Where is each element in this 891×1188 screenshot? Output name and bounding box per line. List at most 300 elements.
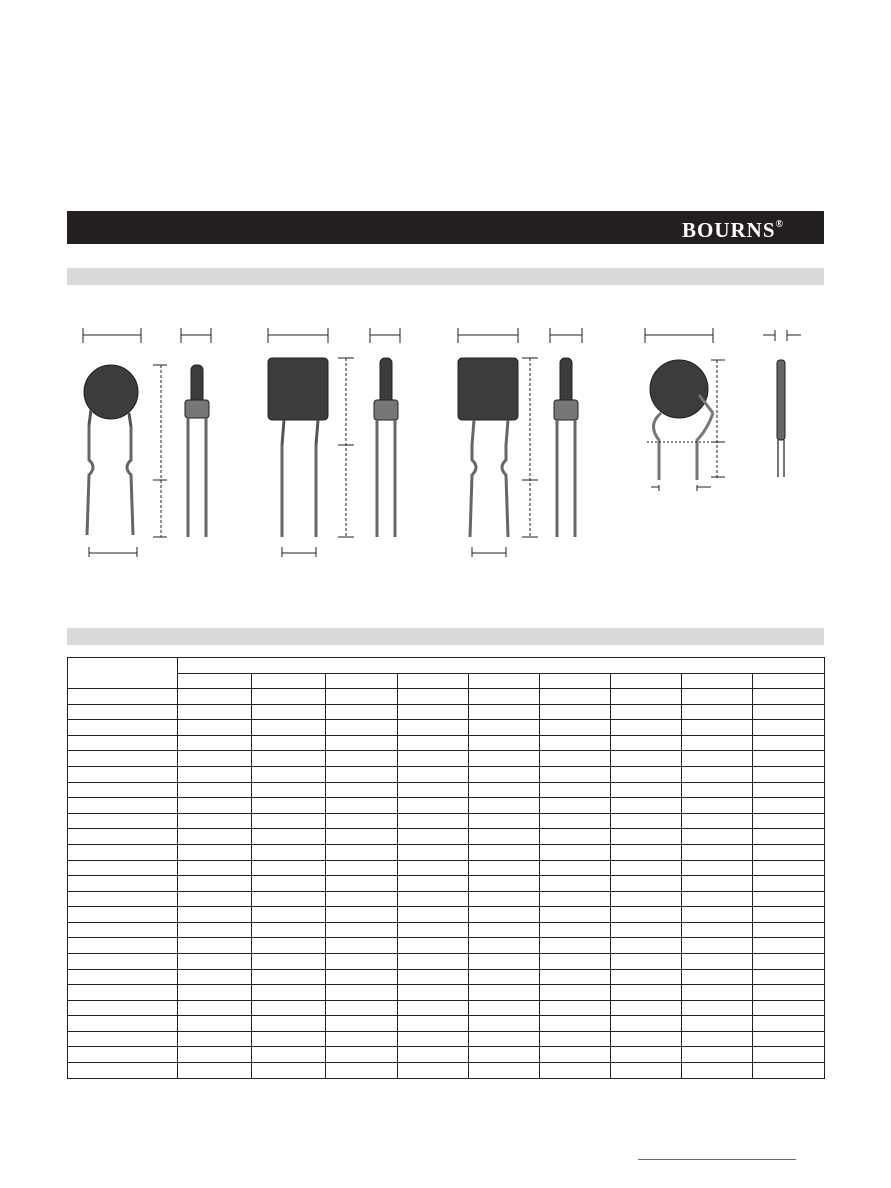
table-cell xyxy=(252,1031,326,1047)
table-cell xyxy=(326,689,398,705)
table-cell xyxy=(469,798,540,814)
table-cell xyxy=(326,1016,398,1032)
table-cell xyxy=(178,922,252,938)
table-cell xyxy=(68,1047,178,1063)
table-cell xyxy=(252,1000,326,1016)
table-cell xyxy=(469,704,540,720)
table-cell xyxy=(68,767,178,783)
table-cell xyxy=(398,1031,469,1047)
table-cell xyxy=(178,829,252,845)
table-cell xyxy=(326,735,398,751)
table-row xyxy=(68,876,825,892)
table-cell xyxy=(753,969,825,985)
table-cell xyxy=(178,953,252,969)
table-cell xyxy=(611,953,682,969)
table-row xyxy=(68,1031,825,1047)
table-cell xyxy=(398,1047,469,1063)
table-cell xyxy=(682,704,753,720)
table-cell xyxy=(326,891,398,907)
table-cell xyxy=(611,1047,682,1063)
table-cell xyxy=(540,798,611,814)
table-cell xyxy=(469,735,540,751)
table-subheader-cell xyxy=(540,673,611,689)
table-cell xyxy=(252,891,326,907)
table-cell xyxy=(540,704,611,720)
table-cell xyxy=(252,813,326,829)
table-subheader-row xyxy=(68,673,825,689)
table-cell xyxy=(178,985,252,1001)
spec-table-body xyxy=(68,658,825,1079)
table-cell xyxy=(68,985,178,1001)
table-row xyxy=(68,953,825,969)
table-cell xyxy=(68,798,178,814)
table-cell xyxy=(540,1000,611,1016)
table-cell xyxy=(540,813,611,829)
table-cell xyxy=(540,891,611,907)
table-cell xyxy=(68,751,178,767)
table-cell xyxy=(611,844,682,860)
table-cell xyxy=(753,891,825,907)
table-cell xyxy=(68,938,178,954)
table-row xyxy=(68,922,825,938)
table-cell xyxy=(611,1000,682,1016)
table-cell xyxy=(682,798,753,814)
table-cell xyxy=(68,922,178,938)
table-cell xyxy=(326,813,398,829)
table-cell xyxy=(753,813,825,829)
table-cell xyxy=(326,938,398,954)
table-header-row xyxy=(68,658,825,674)
table-cell xyxy=(398,1000,469,1016)
table-cell xyxy=(682,751,753,767)
table-cell xyxy=(252,1063,326,1079)
table-cell xyxy=(682,689,753,705)
table-subheader-cell xyxy=(178,673,252,689)
table-cell xyxy=(252,782,326,798)
table-cell xyxy=(611,751,682,767)
table-cell xyxy=(469,829,540,845)
table-cell xyxy=(398,751,469,767)
table-cell xyxy=(682,985,753,1001)
table-cell xyxy=(326,720,398,736)
table-cell xyxy=(469,860,540,876)
table-cell xyxy=(178,767,252,783)
table-row xyxy=(68,720,825,736)
table-cell xyxy=(68,704,178,720)
table-cell xyxy=(178,860,252,876)
table-cell xyxy=(178,720,252,736)
table-cell xyxy=(398,891,469,907)
table-row xyxy=(68,985,825,1001)
table-cell xyxy=(753,767,825,783)
table-cell xyxy=(398,689,469,705)
table-cell xyxy=(178,735,252,751)
table-cell xyxy=(682,938,753,954)
table-cell xyxy=(469,876,540,892)
table-cell xyxy=(682,813,753,829)
drawing-square-straight-leads xyxy=(262,325,412,565)
table-cell xyxy=(68,1016,178,1032)
table-cell xyxy=(68,720,178,736)
table-cell xyxy=(178,969,252,985)
spec-table xyxy=(67,657,825,1079)
table-row xyxy=(68,751,825,767)
table-cell xyxy=(252,922,326,938)
table-cell xyxy=(68,1000,178,1016)
table-cell xyxy=(178,751,252,767)
table-cell xyxy=(252,844,326,860)
table-cell xyxy=(252,907,326,923)
table-cell xyxy=(68,953,178,969)
table-cell xyxy=(469,813,540,829)
table-row xyxy=(68,829,825,845)
table-cell xyxy=(469,922,540,938)
table-cell xyxy=(682,782,753,798)
table-cell xyxy=(326,751,398,767)
table-cell xyxy=(68,735,178,751)
table-cell xyxy=(398,876,469,892)
table-cell xyxy=(611,735,682,751)
table-cell xyxy=(682,969,753,985)
table-subheader-cell xyxy=(398,673,469,689)
table-subheader-cell xyxy=(326,673,398,689)
table-cell xyxy=(682,891,753,907)
table-cell xyxy=(469,720,540,736)
table-cell xyxy=(611,876,682,892)
table-row xyxy=(68,844,825,860)
table-cell xyxy=(540,860,611,876)
table-cell xyxy=(753,953,825,969)
table-cell xyxy=(252,860,326,876)
table-cell xyxy=(469,891,540,907)
table-cell xyxy=(326,767,398,783)
table-cell xyxy=(178,1016,252,1032)
brand-name: BOURNS xyxy=(681,218,776,242)
table-cell xyxy=(178,1031,252,1047)
table-cell xyxy=(682,953,753,969)
table-cell xyxy=(753,1016,825,1032)
table-cell xyxy=(252,1016,326,1032)
table-cell xyxy=(611,860,682,876)
table-cell xyxy=(540,907,611,923)
table-cell xyxy=(611,922,682,938)
table-cell xyxy=(68,860,178,876)
table-cell xyxy=(326,1063,398,1079)
table-cell xyxy=(682,844,753,860)
section-bar-dimensions xyxy=(67,268,824,285)
table-cell xyxy=(753,938,825,954)
table-cell xyxy=(398,860,469,876)
table-cell xyxy=(682,1000,753,1016)
table-cell xyxy=(540,735,611,751)
table-row xyxy=(68,813,825,829)
table-cell xyxy=(398,767,469,783)
table-cell xyxy=(611,829,682,845)
table-cell xyxy=(540,767,611,783)
table-cell xyxy=(469,767,540,783)
table-cell xyxy=(252,1047,326,1063)
table-cell xyxy=(326,969,398,985)
header-bar xyxy=(67,211,824,244)
drawing-square-kinked-leads xyxy=(452,325,602,565)
table-cell xyxy=(611,907,682,923)
table-cell xyxy=(753,922,825,938)
table-cell xyxy=(398,938,469,954)
table-cell xyxy=(252,829,326,845)
table-cell xyxy=(682,720,753,736)
table-cell xyxy=(252,689,326,705)
table-header-label-cell xyxy=(68,658,178,689)
table-cell xyxy=(326,1031,398,1047)
table-cell xyxy=(398,953,469,969)
table-cell xyxy=(469,1016,540,1032)
table-cell xyxy=(469,1063,540,1079)
table-cell xyxy=(611,704,682,720)
table-row xyxy=(68,767,825,783)
table-cell xyxy=(611,985,682,1001)
table-row xyxy=(68,907,825,923)
table-cell xyxy=(469,969,540,985)
drawing-disc-kinked-leads xyxy=(75,325,225,565)
table-cell xyxy=(753,720,825,736)
table-cell xyxy=(469,985,540,1001)
table-cell xyxy=(326,829,398,845)
table-cell xyxy=(398,813,469,829)
table-cell xyxy=(252,798,326,814)
table-cell xyxy=(398,829,469,845)
table-cell xyxy=(611,767,682,783)
table-cell xyxy=(252,704,326,720)
table-row xyxy=(68,1063,825,1079)
table-cell xyxy=(540,938,611,954)
table-cell xyxy=(753,1063,825,1079)
table-cell xyxy=(68,1063,178,1079)
table-cell xyxy=(611,1016,682,1032)
table-cell xyxy=(326,907,398,923)
table-cell xyxy=(252,751,326,767)
table-cell xyxy=(398,1063,469,1079)
table-cell xyxy=(540,953,611,969)
table-cell xyxy=(753,751,825,767)
table-cell xyxy=(540,1031,611,1047)
table-cell xyxy=(178,782,252,798)
table-cell xyxy=(68,829,178,845)
table-cell xyxy=(252,876,326,892)
table-row xyxy=(68,891,825,907)
table-cell xyxy=(753,735,825,751)
table-cell xyxy=(398,735,469,751)
table-cell xyxy=(753,907,825,923)
table-cell xyxy=(469,844,540,860)
table-cell xyxy=(682,860,753,876)
table-cell xyxy=(326,798,398,814)
table-subheader-cell xyxy=(611,673,682,689)
table-cell xyxy=(469,689,540,705)
table-cell xyxy=(398,922,469,938)
table-cell xyxy=(252,969,326,985)
table-cell xyxy=(178,844,252,860)
table-row xyxy=(68,1000,825,1016)
table-cell xyxy=(682,1031,753,1047)
table-cell xyxy=(682,767,753,783)
table-cell xyxy=(469,1047,540,1063)
table-cell xyxy=(753,1047,825,1063)
table-cell xyxy=(252,735,326,751)
table-cell xyxy=(326,1047,398,1063)
table-cell xyxy=(753,1031,825,1047)
table-cell xyxy=(753,782,825,798)
table-cell xyxy=(682,735,753,751)
table-cell xyxy=(398,704,469,720)
table-cell xyxy=(326,922,398,938)
table-row xyxy=(68,689,825,705)
table-cell xyxy=(252,767,326,783)
table-row xyxy=(68,735,825,751)
table-cell xyxy=(326,844,398,860)
table-cell xyxy=(178,1000,252,1016)
table-cell xyxy=(398,720,469,736)
table-cell xyxy=(68,876,178,892)
table-cell xyxy=(611,689,682,705)
table-cell xyxy=(753,876,825,892)
table-cell xyxy=(252,985,326,1001)
table-subheader-cell xyxy=(469,673,540,689)
table-cell xyxy=(682,829,753,845)
table-cell xyxy=(469,1000,540,1016)
table-cell xyxy=(252,953,326,969)
table-cell xyxy=(178,1047,252,1063)
table-cell xyxy=(178,907,252,923)
table-cell xyxy=(611,720,682,736)
table-subheader-cell xyxy=(682,673,753,689)
table-cell xyxy=(753,704,825,720)
table-cell xyxy=(540,689,611,705)
table-cell xyxy=(68,969,178,985)
table-row xyxy=(68,704,825,720)
table-cell xyxy=(68,907,178,923)
table-cell xyxy=(611,938,682,954)
table-cell xyxy=(326,860,398,876)
table-cell xyxy=(178,891,252,907)
table-cell xyxy=(68,782,178,798)
table-cell xyxy=(178,876,252,892)
table-cell xyxy=(178,813,252,829)
table-cell xyxy=(611,969,682,985)
table-row xyxy=(68,1016,825,1032)
table-cell xyxy=(178,689,252,705)
table-header-group-cell xyxy=(178,658,825,674)
table-cell xyxy=(398,782,469,798)
table-cell xyxy=(326,985,398,1001)
table-cell xyxy=(540,1063,611,1079)
table-cell xyxy=(682,1063,753,1079)
table-cell xyxy=(540,782,611,798)
table-row xyxy=(68,860,825,876)
table-cell xyxy=(753,689,825,705)
table-cell xyxy=(611,1031,682,1047)
table-cell xyxy=(611,891,682,907)
table-cell xyxy=(682,922,753,938)
table-cell xyxy=(398,969,469,985)
registered-mark: ® xyxy=(775,219,784,230)
table-cell xyxy=(398,798,469,814)
table-cell xyxy=(611,798,682,814)
bourns-logo xyxy=(682,216,784,241)
table-cell xyxy=(682,876,753,892)
section-bar-specifications xyxy=(67,628,824,645)
table-cell xyxy=(326,876,398,892)
table-cell xyxy=(68,891,178,907)
table-cell xyxy=(753,860,825,876)
table-row xyxy=(68,782,825,798)
table-cell xyxy=(753,798,825,814)
table-cell xyxy=(326,704,398,720)
table-cell xyxy=(326,1000,398,1016)
table-cell xyxy=(252,938,326,954)
table-cell xyxy=(540,720,611,736)
table-row xyxy=(68,1047,825,1063)
table-cell xyxy=(540,844,611,860)
table-cell xyxy=(611,782,682,798)
table-cell xyxy=(68,844,178,860)
table-cell xyxy=(469,953,540,969)
footer-link[interactable] xyxy=(638,1159,796,1160)
table-cell xyxy=(682,1047,753,1063)
table-cell xyxy=(753,829,825,845)
table-cell xyxy=(540,1047,611,1063)
table-cell xyxy=(398,1016,469,1032)
table-cell xyxy=(68,689,178,705)
table-cell xyxy=(540,829,611,845)
table-cell xyxy=(540,985,611,1001)
table-subheader-cell xyxy=(252,673,326,689)
table-cell xyxy=(398,985,469,1001)
table-cell xyxy=(469,938,540,954)
table-cell xyxy=(178,1063,252,1079)
table-cell xyxy=(753,985,825,1001)
table-cell xyxy=(682,907,753,923)
table-cell xyxy=(178,938,252,954)
table-cell xyxy=(611,1063,682,1079)
table-cell xyxy=(753,844,825,860)
table-cell xyxy=(398,844,469,860)
table-cell xyxy=(540,876,611,892)
drawing-disc-crimped-leads xyxy=(637,325,817,500)
table-cell xyxy=(326,953,398,969)
table-cell xyxy=(68,813,178,829)
table-cell xyxy=(178,798,252,814)
table-cell xyxy=(611,813,682,829)
table-cell xyxy=(68,1031,178,1047)
table-cell xyxy=(469,907,540,923)
table-row xyxy=(68,938,825,954)
table-cell xyxy=(540,751,611,767)
table-cell xyxy=(326,782,398,798)
table-cell xyxy=(753,1000,825,1016)
table-cell xyxy=(178,704,252,720)
table-cell xyxy=(682,1016,753,1032)
table-cell xyxy=(540,1016,611,1032)
table-cell xyxy=(540,922,611,938)
table-cell xyxy=(398,907,469,923)
table-cell xyxy=(469,1031,540,1047)
table-cell xyxy=(469,782,540,798)
table-row xyxy=(68,798,825,814)
table-subheader-cell xyxy=(753,673,825,689)
table-cell xyxy=(469,751,540,767)
table-row xyxy=(68,969,825,985)
table-cell xyxy=(540,969,611,985)
